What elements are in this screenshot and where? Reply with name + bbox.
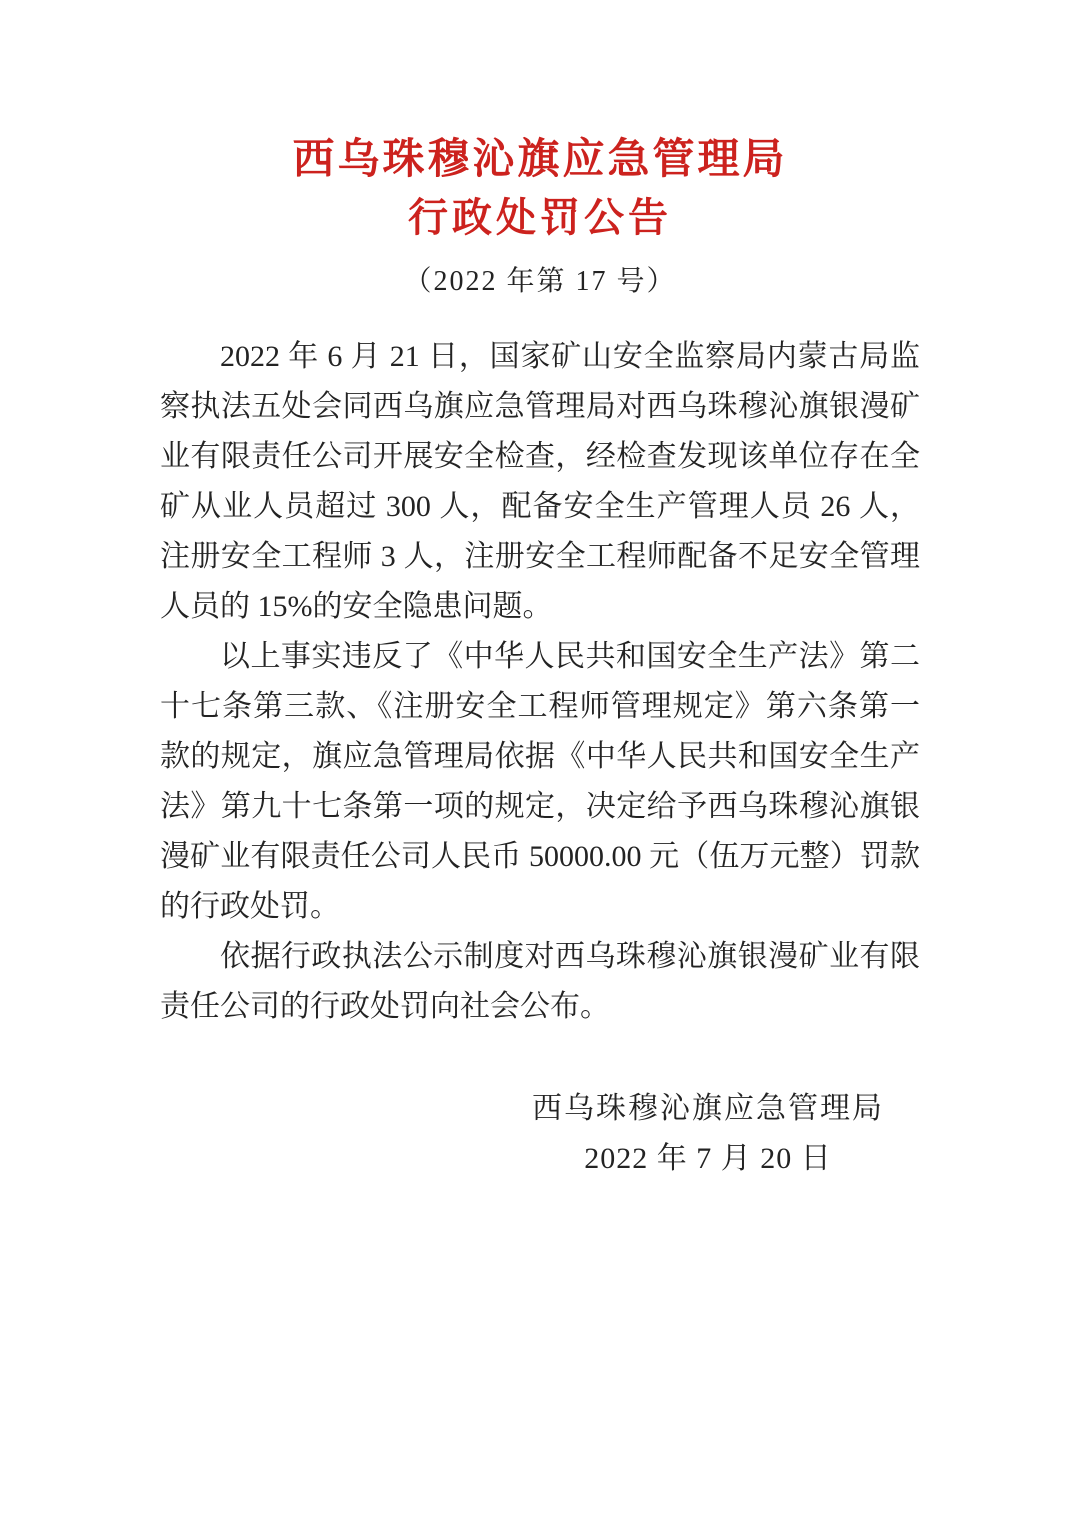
signature-inner [532, 1084, 884, 1184]
document-content [160, 136, 920, 1184]
doc-number: （2022 年第 17 号） [403, 266, 677, 297]
doc-body [160, 332, 920, 1032]
issue-date: 2022 年 7 月 20 日 [584, 1142, 832, 1175]
signature-block [160, 1084, 920, 1184]
paragraph-public-disclosure: 依据行政执法公示制度对西乌珠穆沁旗银漫矿业有限责任公司的行政处罚向社会公布。 [160, 940, 920, 1023]
paragraph-penalty-decision: 以上事实违反了《中华人民共和国安全生产法》第二十七条第三款、《注册安全工程师管理规定》第六条第一款的规定，旗应急管理局依据《中华人民共和国安全生产法》第九十七条第一项的规定，决定给予西乌珠穆沁旗银漫矿业有限责任公司人民币 50000.00 元（伍万元整）罚款的行政处罚。 [160, 640, 920, 923]
paragraph-inspection-findings: 2022 年 6 月 21 日，国家矿山安全监察局内蒙古局监察执法五处会同西乌旗应急管理局对西乌珠穆沁旗银漫矿业有限责任公司开展安全检查，经检查发现该单位存在全矿从业人员超过 300 人，配备安全生产管理人员 26 人，注册安全工程师 3 人，注册安全工程师配备不足安全管理人员的 15%的安全隐患问题。 [160, 340, 920, 623]
doc-title-line-1: 西乌珠穆沁旗应急管理局 [292, 137, 788, 183]
doc-title-line-2: 行政处罚公告 [408, 195, 672, 240]
issuing-authority-signature: 西乌珠穆沁旗应急管理局 [532, 1092, 884, 1125]
